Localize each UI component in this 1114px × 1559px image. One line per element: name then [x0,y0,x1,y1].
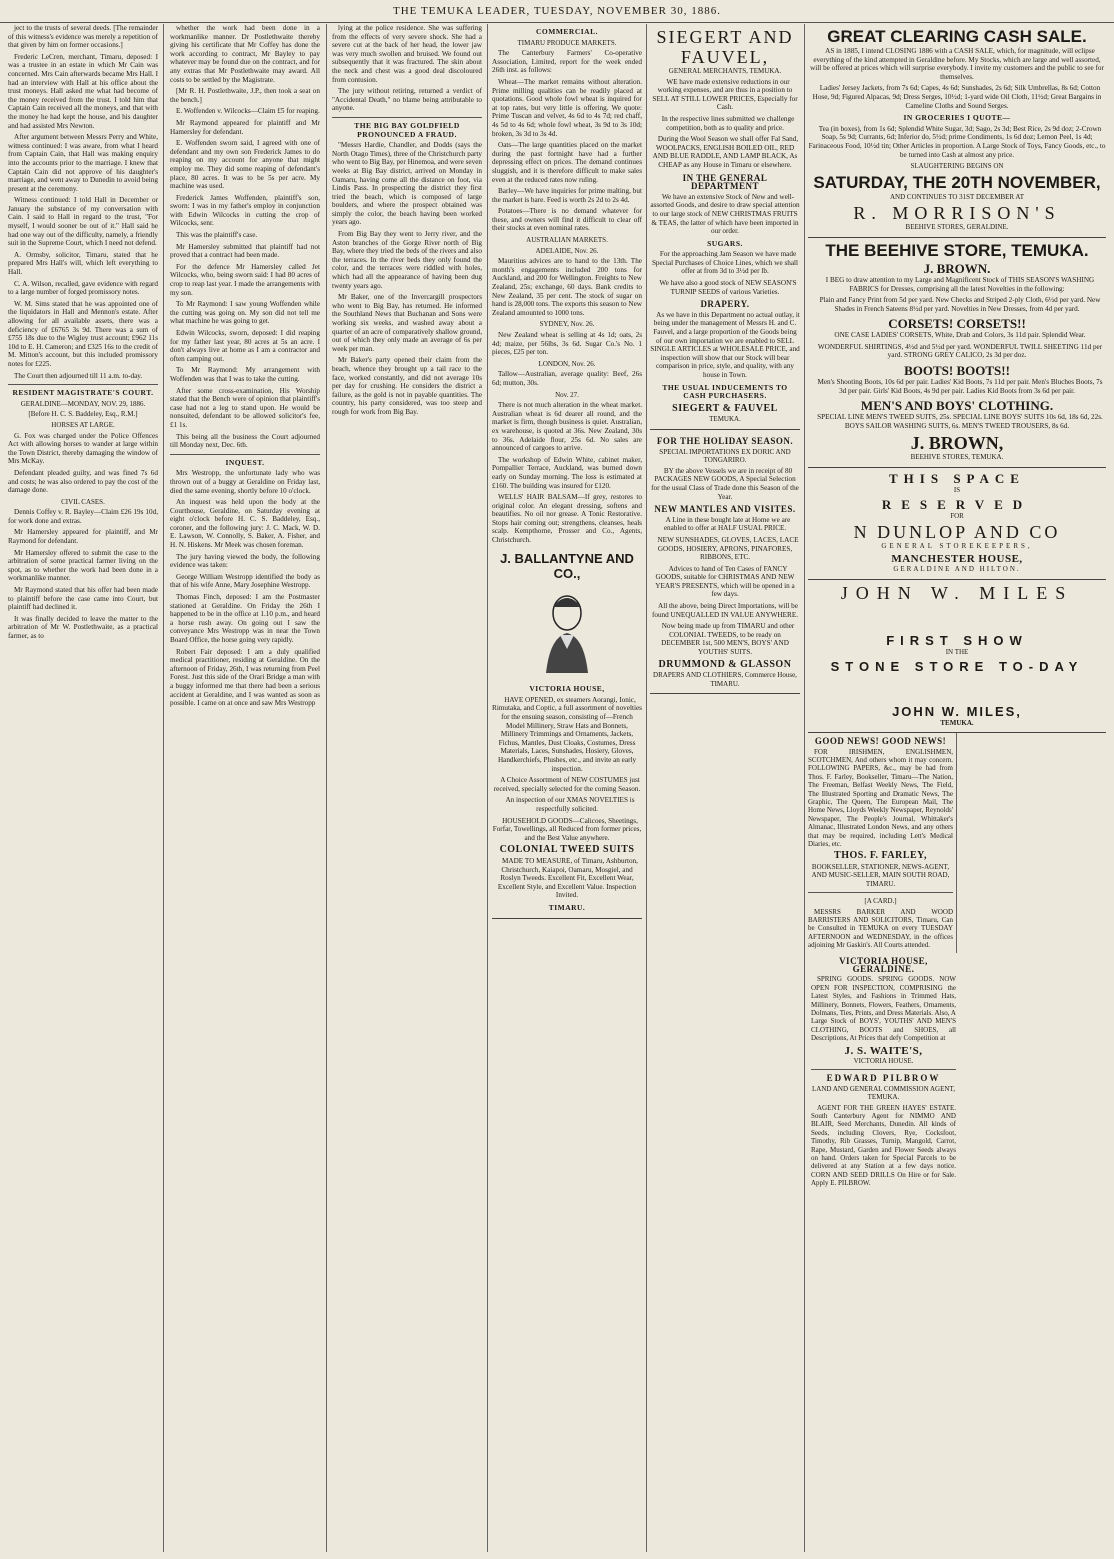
advert-text: MESSRS BARKER AND WOOD BARRISTERS AND SOLICITORS, Timaru, Can be Consulted in TEMUKA on every TUESDAY AFTERNOON and WEDNESDAY, in the offices adjoining Mr Gaskin's. All Courts attended. [808,907,953,950]
advert-title: J. BALLANTYNE AND CO., [500,550,634,581]
section-heading: COMMERCIAL. [536,27,598,36]
advert-subtitle: SPECIAL IMPORTATIONS EX DORIC AND TONGARIRO. [659,447,791,465]
article-paragraph: To Mr Raymond: My arrangement with Woffenden was that I was to take the cutting. [170,366,320,383]
advert-title: DRUMMOND & GLASSON [658,658,792,670]
advert-title: JOHN W. MILES [840,583,1074,603]
article-paragraph: C. A. Wilson, recalled, gave evidence with regard to a large number of forged promissory notes. [8,279,158,297]
dateline: ADELAIDE, Nov. 26. [535,246,599,255]
advert-heading: CORSETS! CORSETS!! [888,316,1026,332]
article-paragraph: Mauritius advices are to hand to the 13th. The month's engagements included 200 tons for Auckland, and 200 for Wellington. Freights to New Zealand, 25s; exchange, 60 days. Bank credits to New Zealand, 35 per cent. The stock of sugar on hand is 28,000 tons. The exports this season to New Zealand amounted to 1000 tons. [492,257,642,317]
advert-text: WONDERFUL SHIRTINGS, 4½d and 5½d per yard. WONDERFUL TWILL SHEETING 11d per yard. STRONG GREY CALICO, 2s 3d per doz. [817,342,1103,360]
advert-heading: IN THE GENERAL DEPARTMENT [682,172,768,192]
advert-heading: MEN'S AND BOYS' CLOTHING. [860,398,1054,414]
column-rule [804,24,805,1552]
article-paragraph: To Mr Raymond: I saw young Woffenden while the cutting was going on. My son did not tell me what machine he was going to get. [170,300,320,326]
advert-title: GREAT CLEARING CASH SALE. [827,27,1087,46]
article-paragraph: [Mr R. H. Postlethwaite, J.P., then took a seat on the bench.] [170,87,320,104]
advert-title: J. S. WAITE'S, [844,1044,923,1057]
clearing-sale-advert [808,24,1106,238]
article-paragraph: The Court then adjourned till 11 a.m. to-day. [14,371,143,380]
article-paragraph: Potatoes—There is no demand whatever for these, and owners will find it difficult to clear off their stocks at even nominal rates. [492,207,642,233]
advert-text: Tea (in boxes), from 1s 6d; Splendid White Sugar, 3d; Sago, 2s 3d; Best Rice, 2s 9d doz; 2-Crown Soap, 5s 9d; Currants, 6d; Inferior do, 5½d; prime Condiments, 1s 6d doz; Lemon Peel, 1s 4d; Farinaceous Food, 10½d tin; Other Articles in proportion. A Large Stock of Toys, Fancy Goods, etc., to be turned into Cash at almost any price. [808,124,1106,159]
divider [8,384,158,385]
dateline: LONDON, Nov. 26. [538,359,596,368]
column-rule [646,24,647,1552]
article-paragraph: G. Fox was charged under the Police Offences Act with allowing horses to wander at large within the Town District, thereby damaging the window of Mrs McKay. [8,431,158,466]
advert-heading: STONE STORE TO-DAY [830,658,1084,674]
article-paragraph: The Canterbury Farmers' Co-operative Association, Limited, report for the week ended 26th inst. as follows: [492,49,642,75]
advert-text: MADE TO MEASURE, of Timaru, Ashburton, Christchurch, Kaiapoi, Oamaru, Mosgiel, and Roslyn Tweeds. Excellent Fit, Excellent Wear, Excellent Style, and Excellent Value. Inspection Invited. [497,856,638,900]
article-paragraph: The workshop of Edwin White, cabinet maker, Pompallier Terrace, Auckland, was burned down early on Sunday morning. The loss is estimated at £160. The building was insured for £120. [492,455,642,490]
advert-heading: MANCHESTER HOUSE, [891,552,1023,565]
article-paragraph: Tallow—Australian, average quality: Beef, 26s 6d; mutton, 30s. [492,370,642,387]
article-paragraph: E. Woffenden sworn said, I agreed with one of defendant and my own son Frederick James to do reaping on my account for anyone that might employ me. They did some reaping of defendant's place, 80 acres. It was to be 5s per acre. My machine was used. [170,139,320,191]
article-paragraph: After some cross-examination, His Worship stated that the Bench were of opinion that plaintiff's case had not a leg to stand upon. He would be nonsuited, defendant to be allowed solicitor's fee, £1 1s. [170,386,320,429]
advert-heading: NEW MANTLES AND VISITES. [654,504,796,515]
advert-text: We have an extensive Stock of New and well-assorted Goods, and desire to draw special attention to our large stock of NEW CHRISTMAS FRUITS & TEAS, the latter of which have been imported in our order. [650,192,800,236]
advert-text: AS in 1885, I intend CLOSING 1886 with a CASH SALE, which, for magnitude, will eclipse everything of the kind attempted in Geraldine before. My Stocks, which are large and well assorted, will be offered at prices which will surprise everybody. I invite my customers and the public to see for themselves. [810,47,1104,81]
advert-text: All the above, being Direct Importations, will be found UNEQUALLED IN VALUE ANYWHERE. [651,602,799,619]
article-paragraph: Defendant pleaded guilty, and was fined 7s 6d and costs; he was also ordered to pay the cost of the damage done. [8,468,158,495]
advert-footer: BOOKSELLER, STATIONER, NEWS-AGENT, AND MUSIC-SELLER, MAIN SOUTH ROAD, TIMARU. [811,862,950,888]
advert-title: J. BROWN, [910,433,1004,454]
advert-subtitle: AND CONTINUES TO 31ST DECEMBER AT [890,192,1024,201]
advert-title: N DUNLOP AND CO [853,522,1061,543]
column-4 [492,24,642,1552]
column-6 [808,24,1106,1552]
miles-advert [808,580,1106,733]
article-paragraph: After argument between Messrs Perry and White, witness continued: I was aware, from what I heard from Captain Cain, that Hall was making enquiry into the accounts prior to the marriage. I knew that Captain Cain did not approve of his daughter's marriage, and went away to Dunedin to avoid being present at the ceremony. [8,133,158,193]
advert-text: AGENT FOR THE GREEN HAYES' ESTATE. South Canterbury Agent for NIMMO AND BLAIR, Seed Merchants, Dunedin. All kinds of Seeds, including Clovers, Rye, Cocksfoot, Timothy, Rib Grasses, Turnip, Mangold, Carrot, Rape, Mustard, Garden and Flower Seeds always on hand. Orders taken for Special Parcels to be delivered at any Station at a few days notice. CORN AND SEED DRILLS On Hire or for Sale. Apply E. PILBROW. [811,1103,956,1188]
dateline: SYDNEY, Nov. 26. [539,320,595,329]
advert-text: Men's Shooting Boots, 10s 6d per pair. Ladies' Kid Boots, 7s 11d per pair. Men's Bluches Boots, 7s 3d per pair. Girls' Kid Boots, 4s 9d per pair. Ladies Kid Boots from 3s 6d per pair. [817,378,1103,395]
article-paragraph: An inquest was held upon the body at the Courthouse, Geraldine, on Saturday evening at eight o'clock before H. C. S. Baddeley, Esq., coroner, and the following jury: J. C. Mack, W. D. E. Lawson, W. Connolly, S. Baker, A. Fisher, and H. N. Hiskens. Mr Meek was chosen foreman. [170,498,320,550]
article-paragraph: Oats—The large quantities placed on the market during the past fortnight have had a further depressing effect on prices. The demand continues sluggish, and it is therefore difficult to make sales even at the reduced rates now ruling. [492,141,642,184]
queen-portrait-icon [532,585,602,675]
divider [808,892,953,893]
advert-text: BY the above Vessels we are in receipt of 80 PACKAGES NEW GOODS, A Special Selection for the usual Class of Trade done this Season of the Year. [651,466,799,501]
advert-text: We have also a good stock of NEW SEASON'S TURNIP SEEDS of various Varieties. [659,279,797,296]
subheading: CIVIL CASES. [61,497,105,506]
advert-subtitle: GENERAL MERCHANTS, TEMUKA. [668,67,782,75]
column-5 [650,24,800,1552]
divider [170,454,320,455]
section-heading: INQUEST. [225,457,265,467]
advert-heading: SUGARS. [707,238,743,248]
left-small-adverts [808,733,957,952]
article-paragraph: This being all the business the Court adjourned till Monday next, Dec. 6th. [170,432,320,450]
article-paragraph: ject to the trusts of several deeds. [The remainder of this witness's evidence was merely a repetition of that given by him on former occasions.] [8,24,158,50]
article-paragraph: Barley—We have inquiries for prime malting, but the market is bare. Feed is worth 2s 2d to 2s 4d. [492,187,642,204]
dateline: GERALDINE—MONDAY, NOV. 29, 1886. [20,399,146,408]
reserved-space-advert [808,468,1106,580]
column-3 [332,24,482,1552]
advert-title: R. MORRISON'S [853,203,1061,224]
article-paragraph: Mrs Westropp, the unfortunate lady who was thrown out of a buggy at Geraldine on Friday last, died the same evening, shortly before 10 o'clock. [170,469,320,495]
advert-text: HAVE OPENED, ex steamers Aorangi, Ionic, Rimutaka, and Coptic, a full assortment of novelties for the ensuing season, consisting of—French Model Millinery, Straw Hats and Bonnets, Millinery Trimmings and Ornaments, Jackets, Fichus, Mantles, Dust Cloaks, Costumes, Dress Materials, Laces, Sunshades, Hosiery, Gloves, Handkerchiefs, Plushes, etc., and invite an early inspection. [492,695,642,773]
advert-text: NEW SUNSHADES, GLOVES, LACES, LACE GOODS, HOSIERY, APRONS, PINAFORES, RIBBONS, ETC. [657,535,799,562]
advert-footer: TEMUKA. [709,415,741,424]
advert-text: As we have in this Department no actual outlay, it being under the management of Messrs H. and C. Fauvel, and a large proportion of the Goods being of our own importation we are enabled to SELL SINGLE ARTICLES at WHOLESALE PRICE, and inspection will show that our Stock will bear comparison in price, style, and quality, with any house in Town. [650,310,800,379]
article-paragraph: Edwin Wilcocks, sworn, deposed: I did reaping for my father last year, 80 acres at 5s an acre. I don't always live at home as I am a contractor and often camping out. [170,329,320,363]
advert-text: ONE CASE LADIES' CORSETS, White, Drab and Colors, 3s 11d pair. Splendid Wear. [834,331,1086,340]
article-paragraph: Mr Hamersley submitted that plaintiff had not proved that a contract had been made. [170,242,320,260]
advert-heading: FIRST SHOW [886,633,1028,648]
advert-heading: BOOTS! BOOTS!! [904,363,1010,379]
column-rule [487,24,488,1552]
advert-text: IN THE [945,648,969,656]
advert-subtitle: [A CARD.] [864,897,897,906]
article-paragraph: There is not much alteration in the wheat market. Australian wheat is 6d dearer all round, and the market is firm, though business is quiet. Australian, ex warehouse, is quoted at 36s. New Zealand, 30s to 36s. Adelaide flour, 25s 6d. No sales are announced of cargoes to arrive. [492,401,642,453]
advert-subtitle: GENERAL STOREKEEPERS, [881,542,1033,551]
column-rule [326,24,327,1552]
advert-subtitle: LAND AND GENERAL COMMISSION AGENT, TEMUKA. [812,1084,955,1102]
article-paragraph: Mr Raymond stated that his offer had been made to plaintiff before the case came into Court, but plaintiff had declined it. [8,586,158,612]
article-paragraph: Frederic LeCren, merchant, Timaru, deposed: I was a trustee in an estate in which Mr Cain was concerned. Mrs Cain afterwards became Mrs Hall. I had an interview with Hall at his office about the trust moneys. Hall asked me what had become of the money received from the trust. I told him that Captain Cain received all the moneys, and that with the money he had kept the house, and his daughter and had assisted Mrs Newton. [8,52,158,130]
column-1 [8,24,158,1552]
siegert-fauvel-advert [650,24,800,430]
advert-text: An inspection of our XMAS NOVELTIES is respectfully solicited. [505,796,635,813]
article-paragraph: George William Westropp identified the body as that of his wife Anne, Mary Josephine Westropp. [170,572,320,590]
advert-footer: GERALDINE AND HILTON. [893,565,1021,574]
article-paragraph: Thomas Finch, deposed: I am the Postmaster stationed at Geraldine. On Friday the 26th I happened to be in the office at 1.10 p.m., and heard a horse rush away. On going out I saw the conveyance Mrs Westropp was in near the Town Board Office, the horse going very rapidly. [170,593,320,644]
drummond-glasson-advert [650,430,800,694]
article-paragraph: It was finally decided to leave the matter to the arbitration of Mr W. Postlethwaite, as a practical farmer, as to [8,614,158,640]
article-paragraph: Witness continued: I told Hall in December or January the substance of my conversation with Cain. I said to Hall in regard to the trust, "For myself, I would sooner be out of it." Hall said he had one way out of the difficulty, namely, a friendly suit in the Supreme Court, which I need not defend. [8,196,158,248]
advert-text: HOUSEHOLD GOODS—Calicoes, Sheetings, Forfar, Towellings, all Reduced from former prices, and the Best Value anywhere. [492,816,642,842]
advert-text: Advices to hand of Ten Cases of FANCY GOODS, suitable for CHRISTMAS AND NEW YEAR'S PRESENTS, which will be opened in a few days. [655,564,795,599]
section-heading: RESIDENT MAGISTRATE'S COURT. [12,388,154,398]
advert-text: THIS SPACE [889,471,1025,487]
divider [811,1069,956,1070]
advert-date: SATURDAY, THE 20TH NOVEMBER, [813,172,1101,192]
advert-heading: COLONIAL TWEED SUITS [499,844,635,856]
advert-title: J. BROWN. [923,260,991,276]
article-paragraph: Robert Fair deposed: I am a duly qualified medical practitioner, residing at Geraldine. On the afternoon of Friday, 26th, I was returning from Peel Forest. Just this side of the Orari Bridge a man with a buggy informed me that there had been a serious accident at Geraldine, and I was wanted as soon as possible. I came on at once and saw Mrs Westropp [170,647,320,708]
article-paragraph: Mr Hamersley appeared for plaintiff, and Mr Raymond for defendant. [8,528,158,546]
advert-footer: TEMUKA. [940,718,974,727]
advert-heading: IN GROCERIES I QUOTE— [903,113,1011,123]
article-paragraph: Mr Raymond appeared for plaintiff and Mr Hamersley for defendant. [170,118,320,136]
advert-text: For the approaching Jam Season we have made Special Purchases of Choice Lines, which we shall offer at from 3d to 3½d per lb. [651,250,799,276]
advert-subtitle: VICTORIA HOUSE, [529,684,605,694]
column-2 [170,24,320,1552]
advert-title: EDWARD PILBROW [826,1073,941,1084]
advert-text: In the respective lines submitted we challenge competition, both as to quality and price. [661,114,795,132]
article-paragraph: Frederick James Woffenden, plaintiff's son, sworn: I was in my father's employ in conjunction with Edwin Wilcocks in cutting the crop of Wilcocks, senr. [170,193,320,228]
advert-text: SPECIAL LINE MEN'S TWEED SUITS, 25s. SPECIAL LINE BOYS' SUITS 10s 6d, 18s 6d, 22s. BOYS SAILOR WASHING SUITS, 6s. MEN'S TWEED TROUSERS, 8s 6d. [817,413,1103,430]
masthead: THE TEMUKA LEADER, TUESDAY, NOVEMBER 30, 1886. [0,0,1114,23]
advert-footer: TIMARU. [548,902,586,912]
section-heading: THE BIG BAY GOLDFIELD PRONOUNCED A FRAUD. [354,120,460,139]
advert-title: SIEGERT AND [656,27,794,47]
advert-title: GOOD NEWS! GOOD NEWS! [814,736,947,747]
subheading: AUSTRALIAN MARKETS. [526,236,608,245]
advert-text: FOR IRISHMEN, ENGLISHMEN, SCOTCHMEN, And others whom it may concern. FOLLOWING PAPERS, &c., may be had from Thos. F. Farley, Bookseller, Timaru—The Nation, The Freeman, Belfast Weekly News, The Field, The Illustrated Sporting and Dramatic News, The Graphic, The Queen, The European Mail, The Home News, Lloyds Weekly Newspaper, Reynolds' Newspaper, The People's Journal, Whittaker's Almanac, Illustrated London News, and any others that may be required, including Lett's Medical Diaries, etc. [808,747,953,849]
dateline: Nov. 27. [555,390,579,399]
advert-title: VICTORIA HOUSE, GERALDINE. [839,955,928,974]
article-paragraph: New Zealand wheat is selling at 4s 1d; oats, 2s 4d; maize, per 56lbs, 3s 6d. Sugar Co.'s No. 1 pieces, £25 per ton. [492,331,642,357]
advert-text: Plain and Fancy Print from 5d per yard. New Checks and Striped 2-ply Cloth, 6½d per yard. New Shades in French Sateens 8½d per yard. Novelties in New Dresses, from 4d per yard. [819,296,1101,313]
advert-text: During the Wool Season we shall offer Fal Sand, WOOLPACKS, ENGLISH BOILED OIL, RED AND BLUE RADDLE, AND LAMP BLACK, As CHEAP as any House in Timaru or elsewhere. [652,135,799,169]
article-paragraph: E. Woffenden v. Wilcocks—Claim £5 for reaping. [176,107,320,116]
article-paragraph: Mr Baker, one of the Invercargill prospectors who went to Big Bay, has returned. He informed the Southland News that Buchanan and Sons were working six weeks, and washed away about a quarter of an acre of comparatively shallow ground, out of which they only made an average of 6s per week per man. [332,293,482,353]
advert-footer: DRAPERS AND CLOTHIERS, Commerce House, TIMARU. [653,671,797,688]
article-paragraph: Mr Hamersley offered to submit the case to the arbitration of some practical farmer living on the spot, as to whether the work had been done in a workmanlike manner. [8,548,158,583]
advert-title: THE BEEHIVE STORE, TEMUKA. [825,240,1089,260]
article-paragraph: whether the work had been done in a workmanlike manner. Dr Postlethwaite thereby giving his certificate that Mr Coffey has done the work according to contract, Mr Bayley to pay whatever may be found due on the contract, and for any extras that Mr Postlethwaite may award. All costs to be settled by the Magistrate. [170,24,320,84]
beehive-store-advert [808,238,1106,468]
article-paragraph: This was the plaintiff's case. [176,231,258,240]
column-rule [163,24,164,1552]
advert-title: THOS. F. FARLEY, [834,850,927,862]
advert-text: IS [953,486,961,495]
advert-text: SPRING GOODS. SPRING GOODS. NOW OPEN FOR INSPECTION, COMPRISING the Latest Styles, and Fashions in Trimmed Hats, Millinery, Bonnets, Flowers, Feathers, Ornaments, Dolmans, Ties, Prints, and Dress Materials. Also, A Large Stock of BOYS', YOUTHS' AND MEN'S CLOTHING, BOOTS and SHOES, all Descriptions, At Prices that defy Competition at [811,975,956,1043]
advert-footer: BEEHIVE STORES, GERALDINE. [905,223,1009,232]
article-paragraph: Mr Baker's party opened their claim from the beach, whence they brought up a tail race to the face, worked constantly, and did not average 10s per day for crushing. He considers the district a failure, as the gold is not in payable quantities. The country, his party considered, was too steep and rough for work from Big Bay. [332,356,482,416]
advert-heading: FOR THE HOLIDAY SEASON. [656,435,794,446]
right-small-adverts [808,953,956,1191]
article-paragraph: From Big Bay they went to Jerry river, and the Aston branches of the Gorge River north of Big Bay, where they tried the beds of the rivers and also the terraces. In the river beds they only found the color, and the terraces were riddled with holes, which had all the appearance of having been dug twenty years ago. [332,230,482,290]
subheading: HORSES AT LARGE. [51,420,115,429]
advert-heading: THE USUAL INDUCEMENTS TO CASH PURCHASERS. [662,382,788,401]
advert-text: Ladies' Jersey Jackets, from 7s 6d; Capes, 4s 6d; Sunshades, 2s 6d; Silk Umbrellas, 8s 6d; Cotton Hose, 9d; Figured Alpacas, 9d; Dress Serges, 10½d; 1-yard wide Oil Cloth, 11½d; Great Bargains in Cameline Cloths and Sound Serges. [812,84,1102,110]
advert-text: Now being made up from TIMARU and other COLONIAL TWEEDS, to be ready on DECEMBER 1st, 500 MEN'S, BOYS' AND YOUTHS' SUITS. [661,622,795,657]
article-paragraph: A. Ormsby, solicitor, Timaru, stated that he prepared Mrs Hall's will, which left everything to Hall. [8,250,158,277]
advert-footer: BEEHIVE STORES, TEMUKA. [910,453,1004,462]
article-paragraph: For the defence Mr Hamersley called Jet Wilcocks, who, being sworn said: I had 80 acres of crop to reap last year. I made the arrangements with my son. [170,262,320,297]
ballantyne-advert [492,548,642,919]
advert-title: FAUVEL, [680,47,770,67]
article-paragraph: "Messrs Hardie, Chandler, and Dodds (says the North Otago Times), three of the Christchurch party who went to Big Bay, per Hinemoa, and were seven weeks at Big Bay district, arrived on Monday in Oamaru, having come all the distance on foot, via Lindis Pass. In prospecting the district they first tried the beach, which is composed of large boulders, and where the prospect obtained was simply the color, the beach having been worked years ago. [332,141,482,227]
advert-text: I BEG to draw attention to my Large and Magnificent Stock of THIS SEASON'S WASHING FABRICS for Dresses, comprising all the latest Novelties in the following: [825,275,1095,293]
advert-text: WE have made extensive reductions in our working expenses, and are thus in a position to SELL AT STILL LOWER PRICES, Especially for Cash. [652,77,798,112]
divider [332,117,482,118]
article-paragraph: WELLS' HAIR BALSAM—If grey, restores to original color. An elegant dressing, softens and beautifies. No oil nor grease. A Tonic Restorative. Stops hair coming out; strengthens, cleanses, heals scalp. Kempthorne, Prosser and Co., Agents, Christchurch. [492,493,642,545]
article-paragraph: Dennis Coffey v. R. Bayley—Claim £26 19s 10d, for work done and extras. [8,508,158,525]
article-paragraph: The jury without retiring, returned a verdict of "Accidental Death," no blame being attributable to anyone. [332,87,482,113]
advert-text: FOR [950,511,964,520]
advert-text: RESERVED [881,496,1033,512]
advert-text: A Choice Assortment of NEW COSTUMES just received, specially selected for the coming Season. [493,776,641,793]
advert-heading: SIEGERT & FAUVEL [672,402,778,414]
article-paragraph: lying at the police residence. She was suffering from the effects of very severe shock. She had a severe cut at the back of her head, the lower jaw was very much swollen and bruised. We found out subsequently that it was fractured. The skin about the neck and chest was a good deal discoloured from contusion. [332,24,482,84]
article-paragraph: W. M. Sims stated that he was appointed one of the liquidators in Hall and Mennon's estate. After allowing for all available assets, there was a deficiency of £6765 3s 9d. There was a sum of £755 18s due to the Wigley trust account; £962 11s 10d to E. H. Cameron; and £325 16s to the credit of M. Mitton's account, but this included promissory notes for £225. [8,299,158,368]
advert-text: A Line in these bought late at Home we are enabled to offer at HALF USUAL PRICE. [663,515,791,533]
article-paragraph: The jury having viewed the body, the following evidence was taken: [170,552,320,570]
advert-subtitle: SLAUGHTERING BEGINS ON [910,162,1004,171]
advert-heading: DRAPERY. [700,299,750,310]
article-paragraph: Wheat—The market remains without alteration. Prime milling qualities can be readily placed at quotations. Good whole fowl wheat is inquired for at top rates, but very little is offering. We quote: Prime Tuscan and velvet, 4s 6d to 4s 7d; red chaff, 4s 5d to 4s 6d; whole fowl wheat, 3s 9d to 3s 10d; broken, 3s 3d to 3s 4d. [492,77,642,138]
advert-footer: VICTORIA HOUSE. [853,1057,914,1065]
dateline: [Before H. C. S. Baddeley, Esq., R.M.] [28,410,138,419]
advert-title: JOHN W. MILES, [892,703,1022,719]
subheading: TIMARU PRODUCE MARKETS. [517,38,617,47]
